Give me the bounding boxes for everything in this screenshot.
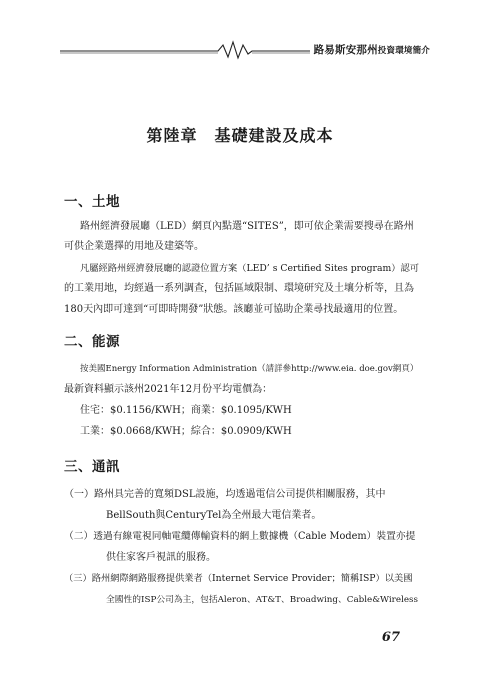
paragraph-line: 路州經濟發展廳（LED）網頁內點選“SITES”，即可依企業需要搜尋在路州 xyxy=(80,221,414,232)
list-item-line: 供住家客戶視訊的服務。 xyxy=(106,552,216,563)
price-line-residential: 住宅：$0.1156/KWH；商業：$0.1095/KWH xyxy=(80,405,292,416)
paragraph-line: 的工業用地，均經過一系列調查，包括區域限制、環境研究及土壤分析等，且為 xyxy=(64,283,414,294)
section-heading-energy: 二、能源 xyxy=(64,334,120,350)
list-item-line: 全國性的ISP公司為主，包括Aleron、AT&T、Broadwing、Cable&Wireless xyxy=(106,595,418,605)
price-line-industrial: 工業：$0.0668/KWH；綜合：$0.0909/KWH xyxy=(80,426,292,437)
running-header xyxy=(60,36,430,62)
paragraph-line: 按美國Energy Information Administration（請詳參http://www.eia. doe.gov網頁） xyxy=(80,364,419,374)
chapter-title: 第陸章 基礎建設及成本 xyxy=(146,126,334,145)
section-heading-land: 一、土地 xyxy=(64,194,120,210)
paragraph-line: 180天內即可達到“可即時開發”狀態。該廳並可協助企業尋找最適用的位置。 xyxy=(64,304,404,315)
header-title xyxy=(311,42,430,57)
header-title-main: 路易斯安那州 xyxy=(313,44,378,56)
list-item-line: （三）路州網際網路服務提供業者（Internet Service Provider；簡稱ISP）以美國 xyxy=(64,573,413,584)
list-item-line: （二）透過有線電視同軸電纜傳輸資料的網上數據機（Cable Modem）裝置亦提 xyxy=(64,531,416,542)
paragraph-line: 可供企業選擇的用地及建築等。 xyxy=(64,241,204,252)
paragraph-line: 凡屬經路州經濟發展廳的認證位置方案（LED’ s Certified Sites program）認可 xyxy=(80,263,419,274)
section-heading-communications: 三、通訊 xyxy=(64,459,120,475)
list-item-line: （一）路州具完善的寬頻DSL設施，均透過電信公司提供相關服務，其中 xyxy=(64,489,386,500)
paragraph-line: 最新資料顯示該州2021年12月份平均電價為： xyxy=(64,384,273,395)
list-item-line: BellSouth與CenturyTel為全州最大電信業者。 xyxy=(106,510,322,521)
header-title-sub: 投資環境簡介 xyxy=(377,46,430,56)
page-number: 67 xyxy=(381,630,400,645)
